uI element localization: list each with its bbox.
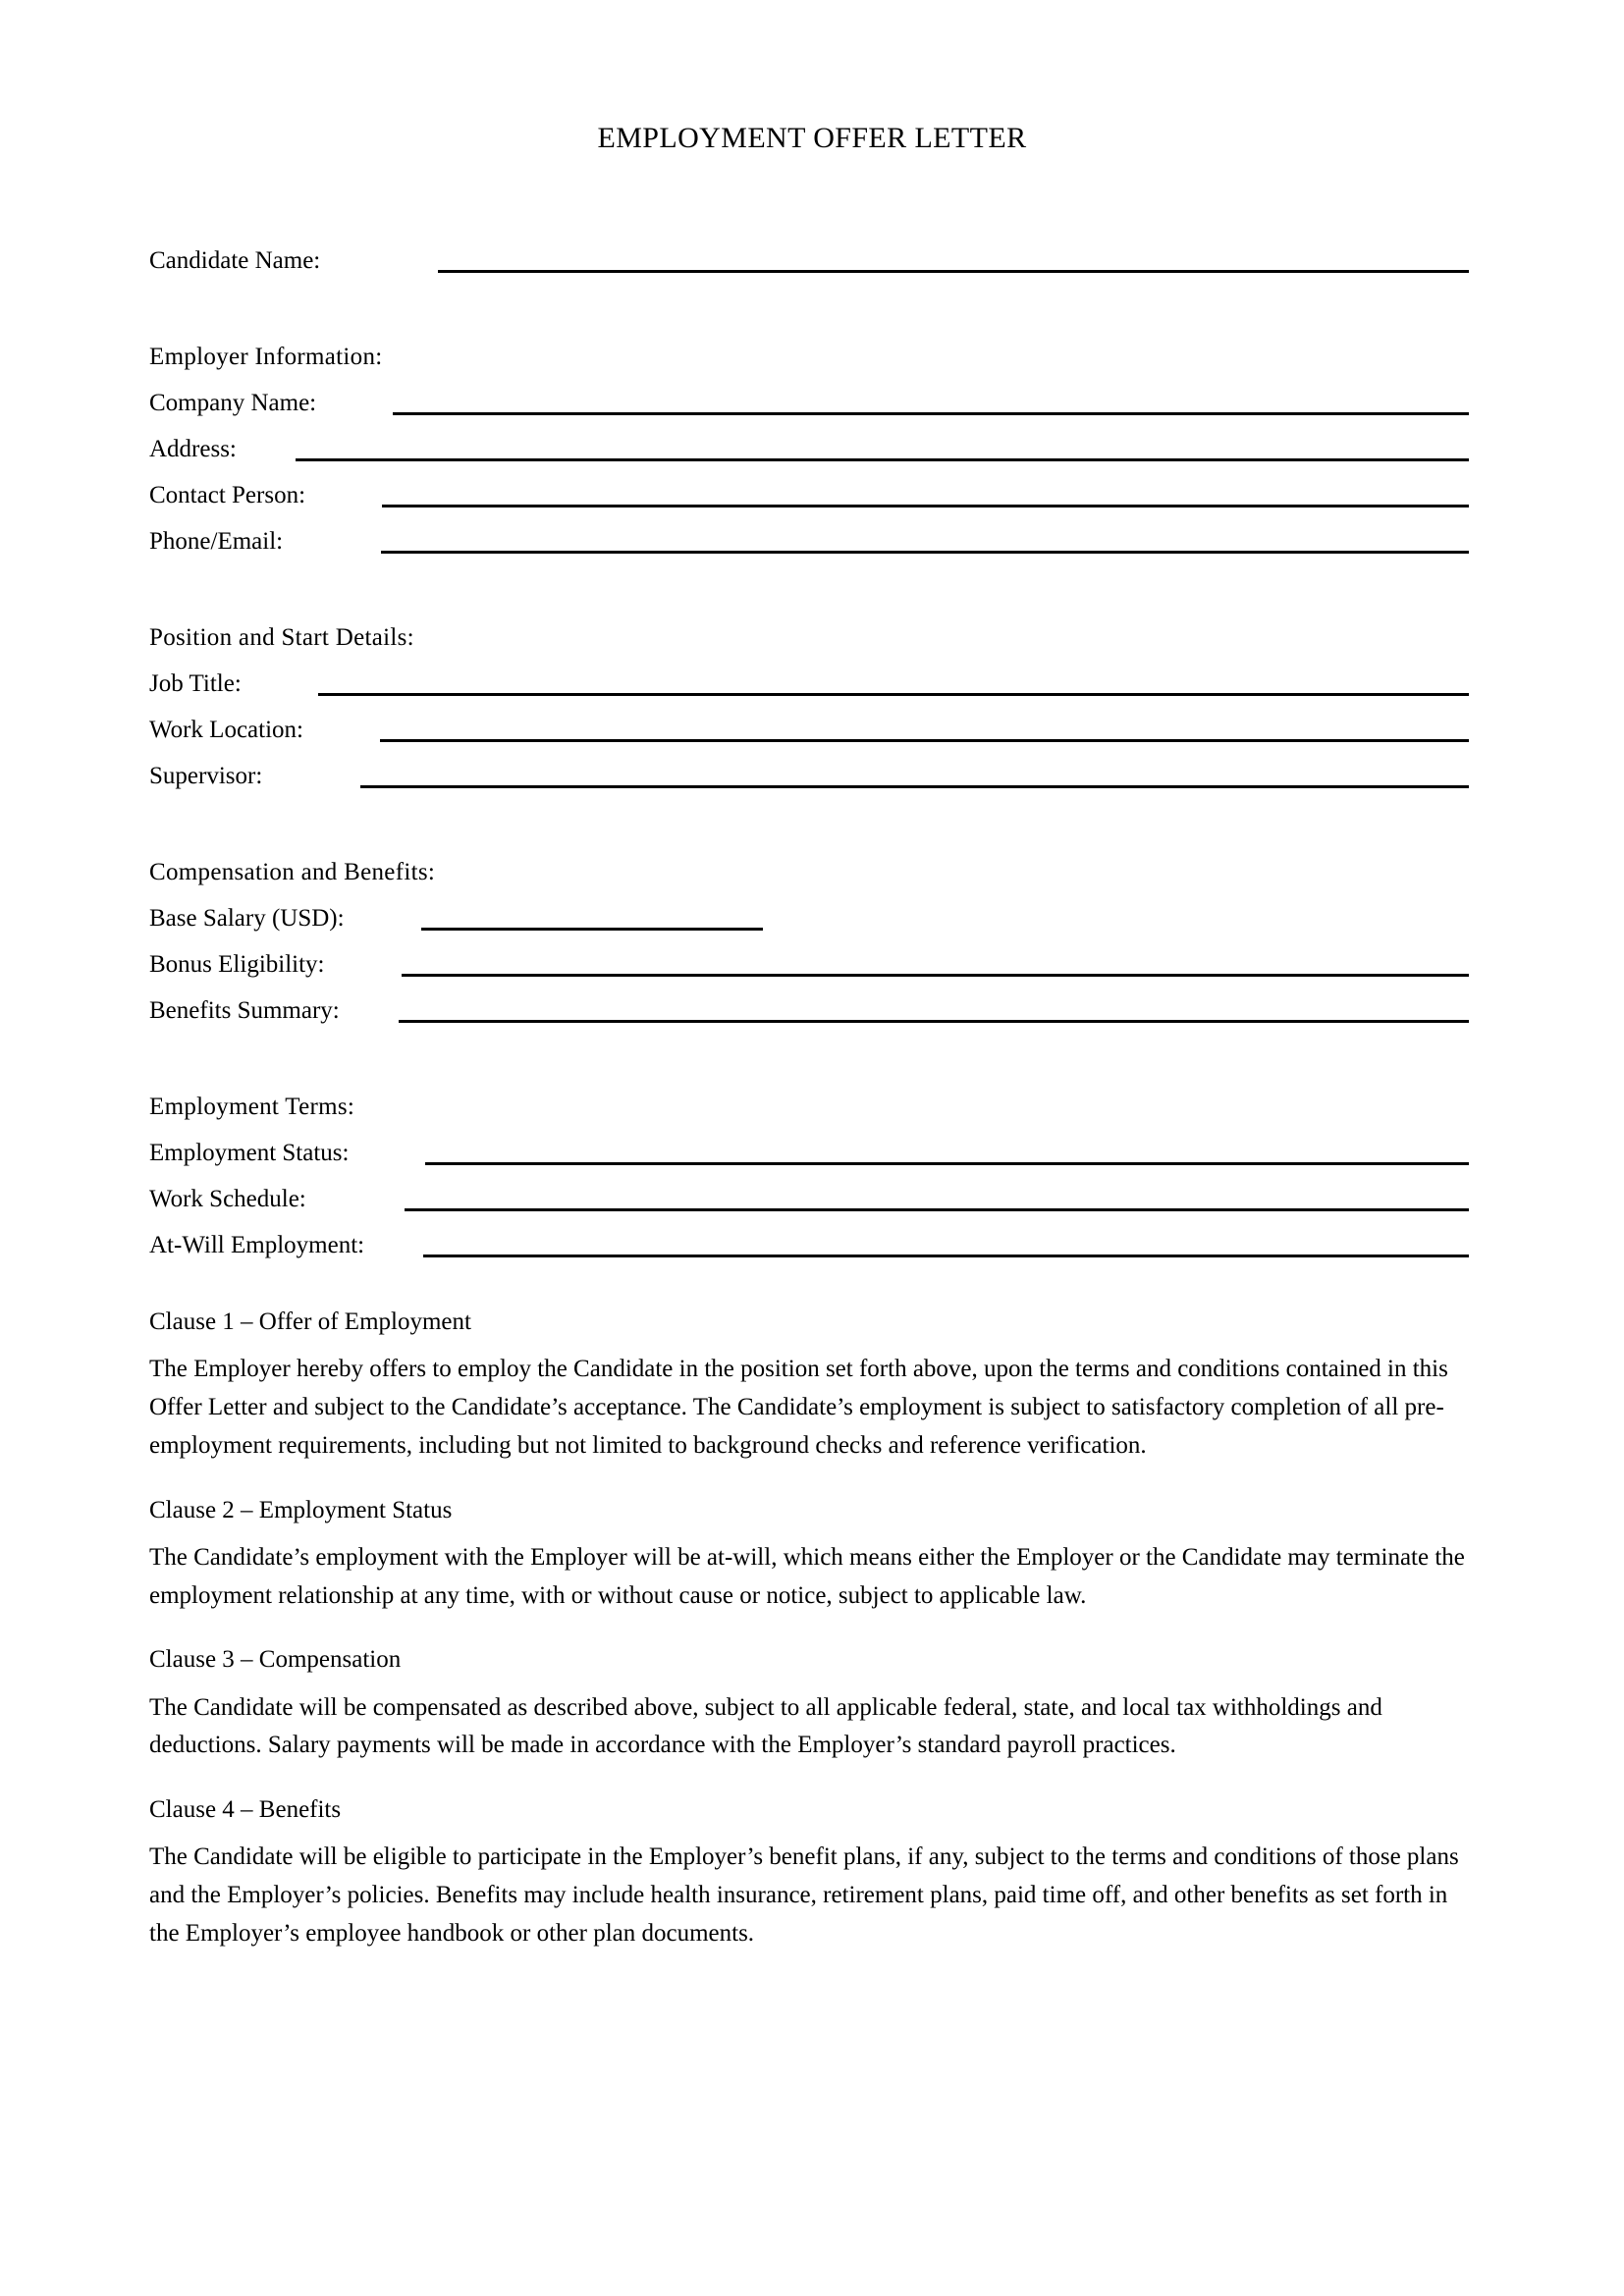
field-row-address (149, 419, 1469, 465)
field-input-at-will-employment[interactable] (423, 1255, 1469, 1257)
field-label-at-will-employment: At-Will Employment: (149, 1232, 365, 1258)
clause-2 (149, 1495, 1469, 1616)
field-input-company-name[interactable] (393, 412, 1469, 415)
field-input-job-title[interactable] (318, 693, 1469, 696)
field-input-bonus-eligibility[interactable] (402, 974, 1470, 977)
spacer-employer (149, 277, 1469, 323)
field-label-bonus-eligibility: Bonus Eligibility: (149, 951, 325, 978)
field-row-employment-status (149, 1123, 1469, 1169)
field-row-supervisor (149, 746, 1469, 792)
field-input-supervisor[interactable] (360, 785, 1469, 788)
spacer-terms (149, 1027, 1469, 1073)
field-input-candidate-name[interactable] (438, 270, 1469, 273)
section-heading-position-details: Position and Start Details: (149, 624, 414, 651)
field-input-address[interactable] (296, 458, 1469, 461)
document-body (149, 0, 1469, 1953)
clause-body: The Employer hereby offers to employ the Candidate in the position set forth above, upon the terms and conditions contained in this Offer Letter and subject to the Candidate’s acceptance. The Candidate’s employment is subject to satisfactory completion of all pre-employment requirements, including but not limited to background checks and reference verification. (149, 1356, 1448, 1459)
spacer-position (149, 558, 1469, 604)
section-heading-employment-terms: Employment Terms: (149, 1094, 355, 1120)
section-heading-employer-information: Employer Information: (149, 344, 383, 370)
field-label-benefits-summary: Benefits Summary: (149, 997, 340, 1024)
field-row-at-will-employment (149, 1215, 1469, 1261)
field-row-phone-email (149, 511, 1469, 558)
field-row-base-salary (149, 888, 1469, 934)
field-input-employment-status[interactable] (425, 1162, 1469, 1165)
field-input-work-location[interactable] (380, 739, 1469, 742)
field-label-base-salary: Base Salary (USD): (149, 905, 345, 932)
field-row-work-location (149, 700, 1469, 746)
field-label-address: Address: (149, 436, 237, 462)
field-label-work-location: Work Location: (149, 717, 303, 743)
field-label-phone-email: Phone/Email: (149, 528, 284, 555)
field-label-supervisor: Supervisor: (149, 763, 263, 789)
field-label-work-schedule: Work Schedule: (149, 1186, 306, 1212)
spacer-before-clauses (149, 1261, 1469, 1307)
field-row-work-schedule (149, 1169, 1469, 1215)
field-label-job-title: Job Title: (149, 670, 242, 697)
field-input-base-salary[interactable] (421, 928, 763, 931)
clause-1 (149, 1307, 1469, 1466)
field-input-work-schedule[interactable] (405, 1208, 1469, 1211)
field-input-contact-person[interactable] (382, 505, 1469, 507)
field-row-candidate-name (149, 231, 1469, 277)
field-row-bonus-eligibility (149, 934, 1469, 981)
field-row-benefits-summary (149, 981, 1469, 1027)
clause-body: The Candidate’s employment with the Employer will be at-will, which means either the Employer or the Candidate may terminate the employment relationship at any time, with or without cause or notice, subject to applicable law. (149, 1543, 1465, 1609)
field-row-job-title (149, 654, 1469, 700)
field-label-employment-status: Employment Status: (149, 1140, 350, 1166)
clause-4 (149, 1794, 1469, 1953)
page-title: EMPLOYMENT OFFER LETTER (597, 122, 1027, 154)
field-input-phone-email[interactable] (381, 551, 1469, 554)
field-input-benefits-summary[interactable] (399, 1020, 1469, 1023)
field-label-candidate-name: Candidate Name: (149, 247, 321, 274)
clause-title: Clause 1 – Offer of Employment (149, 1308, 471, 1335)
field-row-contact-person (149, 465, 1469, 511)
field-row-company-name (149, 373, 1469, 419)
clause-body: The Candidate will be eligible to participate in the Employer’s benefit plans, if any, subject to the terms and conditions of those plans and the Employer’s policies. Benefits may include health insurance, retirement plans, paid time off, and other benefits as set forth in the Employer’s employee handbook or other plan documents. (149, 1843, 1459, 1947)
clause-body: The Candidate will be compensated as described above, subject to all applicable federal, state, and local tax withholdings and deductions. Salary payments will be made in accordance with the Employer’s standard payroll practices. (149, 1693, 1382, 1759)
clause-title: Clause 3 – Compensation (149, 1646, 402, 1674)
clause-title: Clause 2 – Employment Status (149, 1496, 453, 1523)
clause-3 (149, 1644, 1469, 1765)
field-label-company-name: Company Name: (149, 390, 317, 416)
section-heading-compensation-benefits: Compensation and Benefits: (149, 859, 436, 885)
clause-title: Clause 4 – Benefits (149, 1796, 342, 1823)
spacer-compensation (149, 792, 1469, 838)
field-label-contact-person: Contact Person: (149, 482, 306, 508)
spacer-above-candidate (149, 0, 1469, 231)
